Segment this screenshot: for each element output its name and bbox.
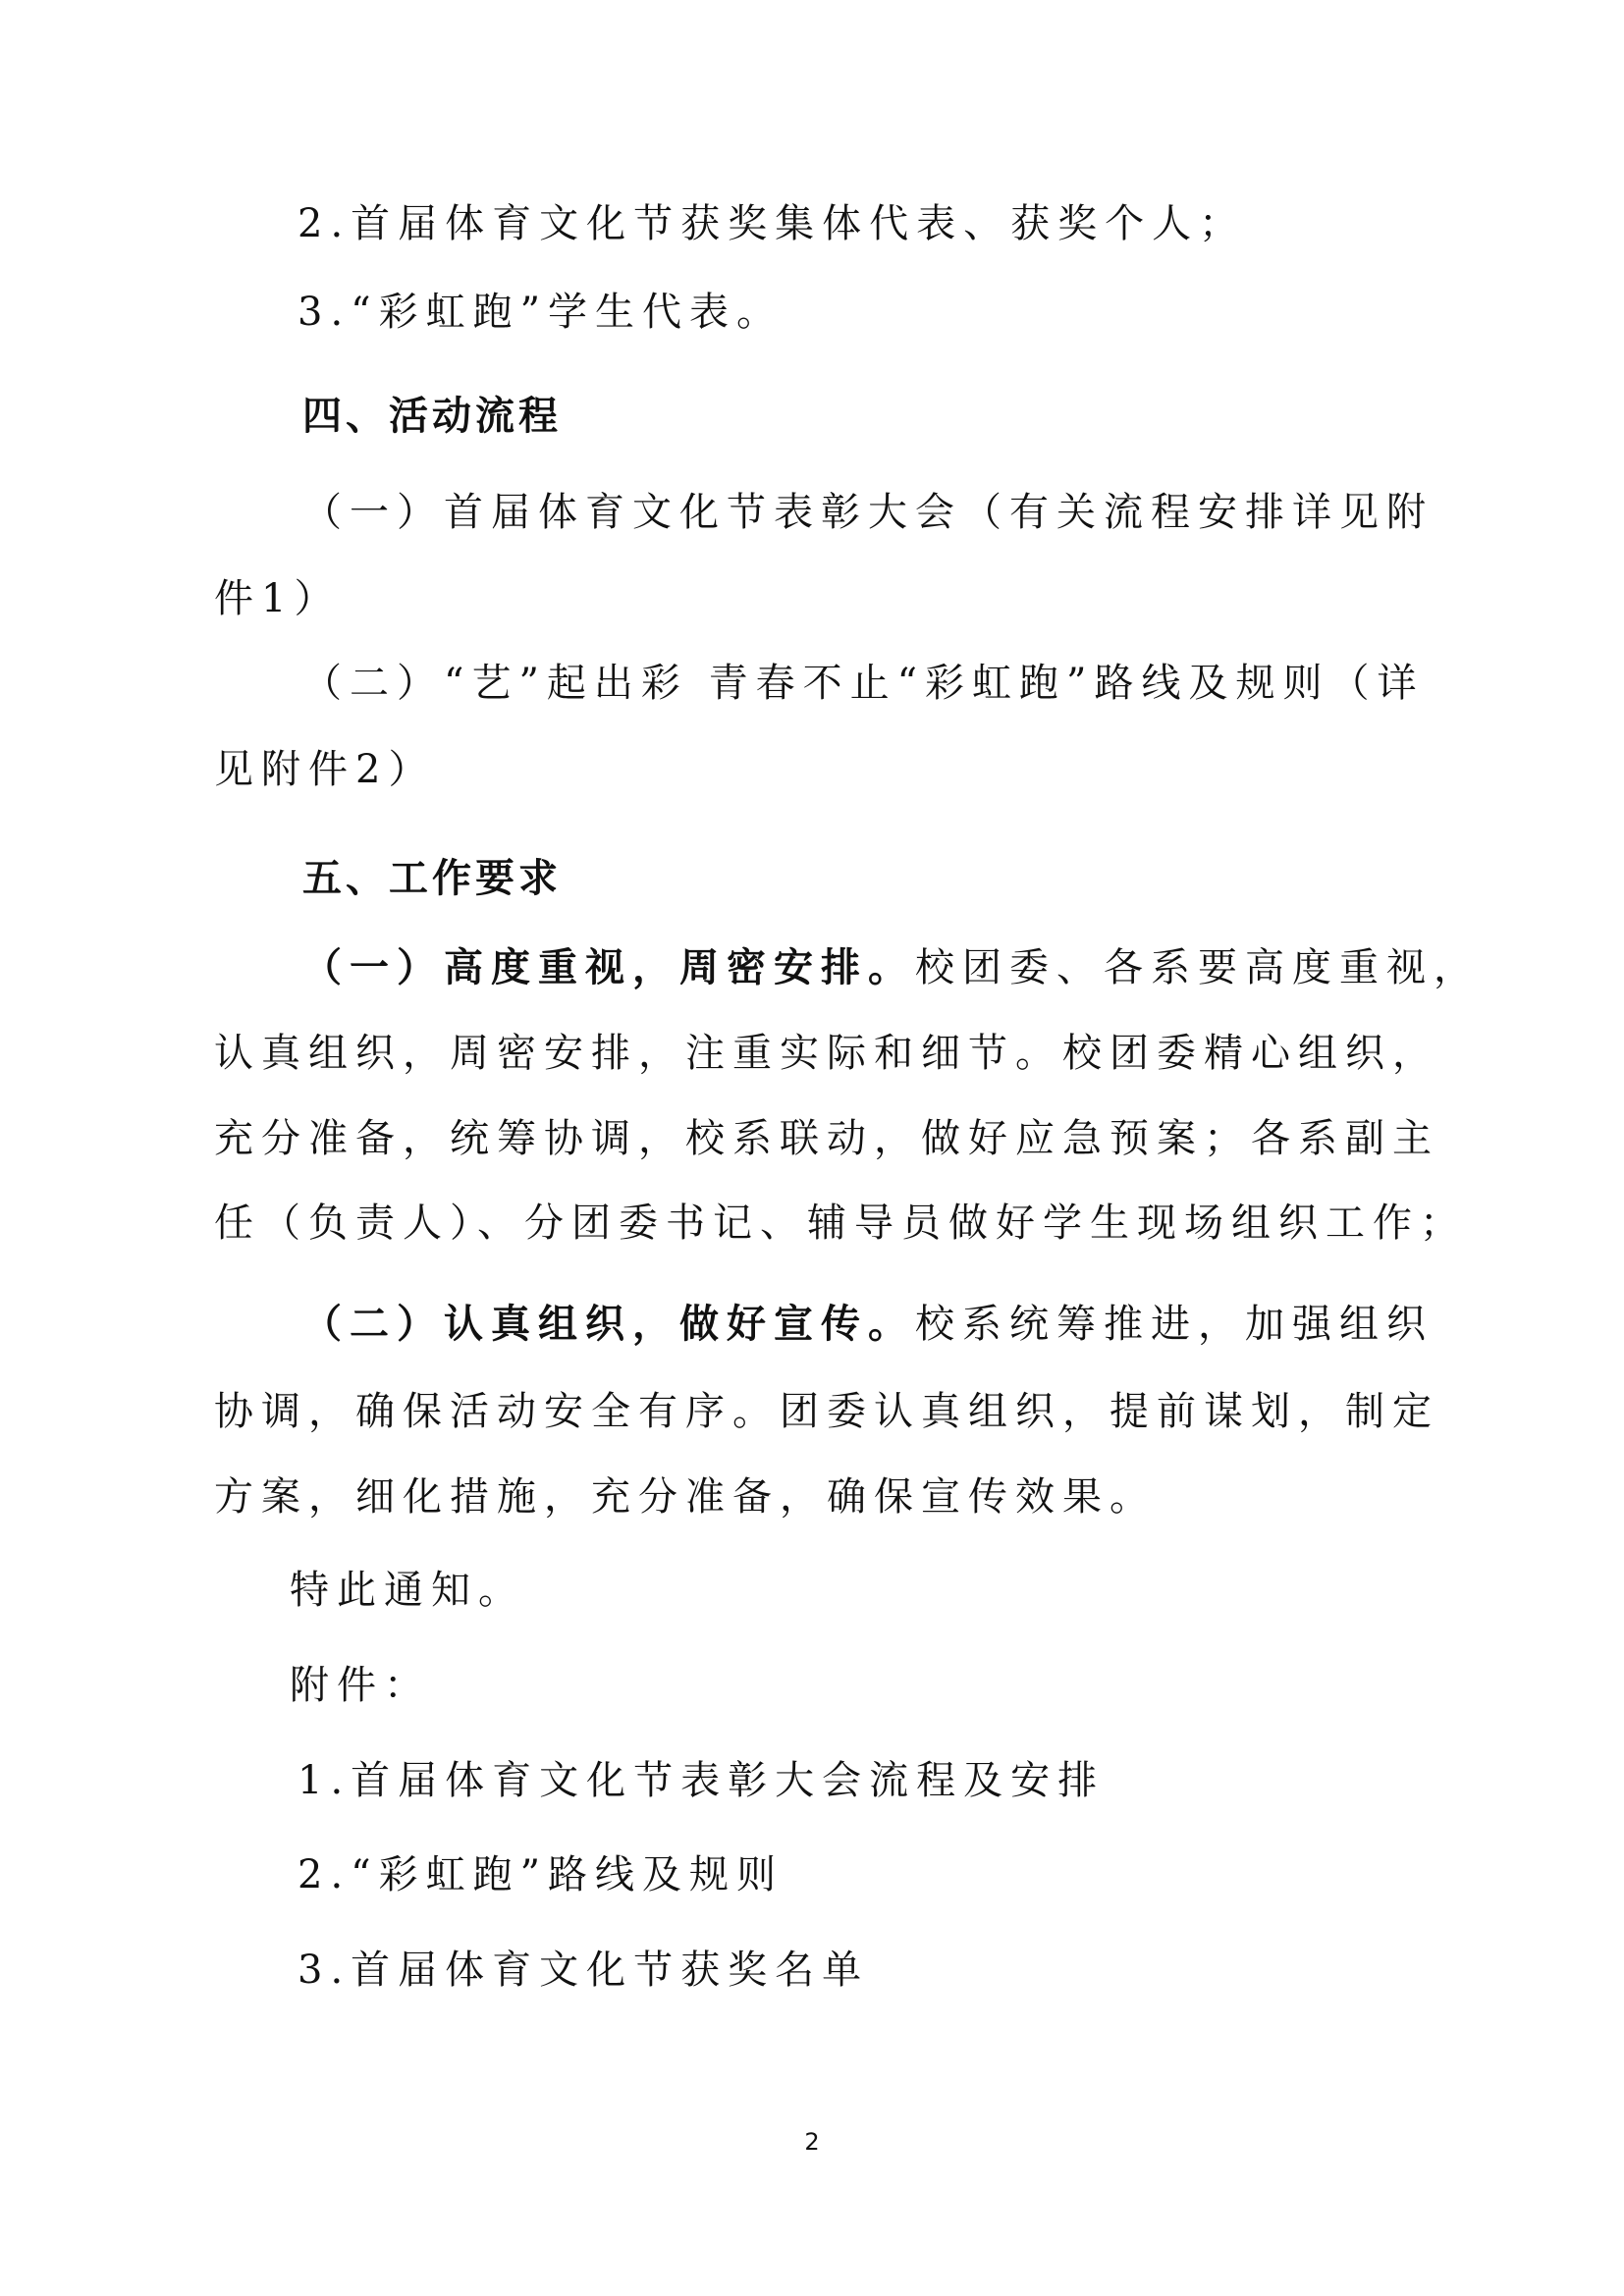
requirement-1-line-2: 认真组织，周密安排，注重实际和细节。校团委精心组织， <box>214 1031 1439 1076</box>
page-number: 2 <box>804 2128 820 2156</box>
section-five-heading: 五、工作要求 <box>302 855 562 901</box>
activity-item-2-line-1: （二）“艺”起出彩 青春不止“彩虹跑”路线及规则（详 <box>302 661 1425 706</box>
closing-text: 特此通知。 <box>290 1568 525 1613</box>
requirement-1-line-1 <box>302 944 1481 990</box>
requirement-2-title: （二）认真组织，做好宣传。 <box>302 1301 915 1347</box>
attachment-item-3: 3.首届体育文化节获奖名单 <box>298 1948 870 1993</box>
requirement-2-line-2: 协调，确保活动安全有序。团委认真组织，提前谋划，制定 <box>214 1389 1439 1434</box>
requirement-1-text-start: 校团委、各系要高度重视， <box>915 945 1481 990</box>
requirement-1-line-3: 充分准备，统筹协调，校系联动，做好应急预案；各系副主 <box>214 1116 1439 1161</box>
requirement-2-line-3: 方案，细化措施，充分准备，确保宣传效果。 <box>214 1474 1157 1520</box>
attendee-item-2: 2.首届体育文化节获奖集体代表、获奖个人； <box>298 201 1247 246</box>
attachment-item-2: 2.“彩虹跑”路线及规则 <box>298 1852 785 1897</box>
requirement-1-line-4: 任（负责人）、分团委书记、辅导员做好学生现场组织工作； <box>214 1201 1467 1246</box>
attachment-item-1: 1.首届体育文化节表彰大会流程及安排 <box>298 1758 1106 1803</box>
activity-item-2-line-2: 见附件2） <box>214 747 436 792</box>
section-four-heading: 四、活动流程 <box>302 393 562 439</box>
activity-item-1-line-2: 件1） <box>214 576 342 621</box>
requirement-1-title: （一）高度重视，周密安排。 <box>302 944 915 990</box>
attachments-label: 附件： <box>290 1663 431 1708</box>
attendee-item-3: 3.“彩虹跑”学生代表。 <box>298 290 785 335</box>
requirement-2-line-1 <box>302 1301 1434 1347</box>
activity-item-1-line-1: （一）首届体育文化节表彰大会（有关流程安排详见附 <box>302 490 1434 535</box>
requirement-2-text-start: 校系统筹推进，加强组织 <box>915 1302 1434 1347</box>
